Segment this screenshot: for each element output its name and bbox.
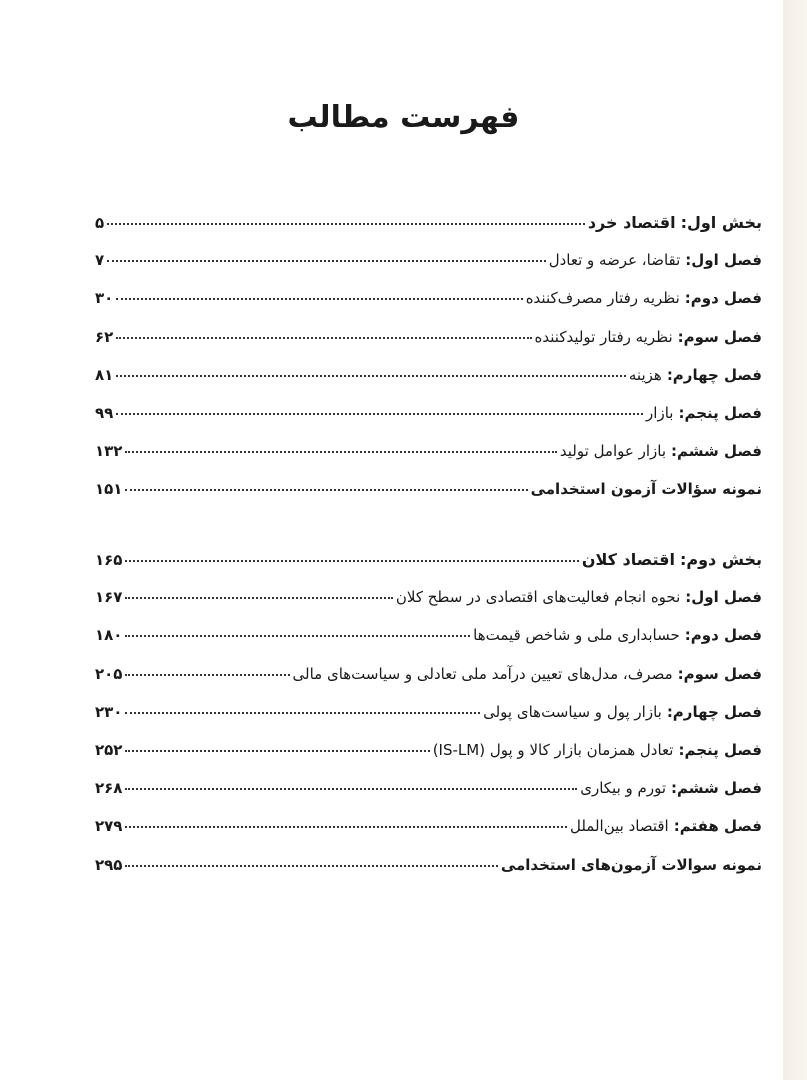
page-number: ۱۶۷ <box>95 588 123 607</box>
dot-leader <box>116 413 643 415</box>
page-number: ۷ <box>95 251 105 270</box>
entry-prefix: فصل پنجم: <box>678 403 762 422</box>
toc-entry[interactable] <box>95 779 762 817</box>
dot-leader <box>116 375 626 377</box>
page-title: فهرست مطالب <box>287 100 520 135</box>
dot-leader <box>107 223 585 225</box>
dot-leader <box>125 560 578 562</box>
dot-leader <box>116 298 522 300</box>
dot-leader <box>125 826 566 828</box>
dot-leader <box>125 635 470 637</box>
page-number: ۲۶۸ <box>95 779 123 798</box>
toc-entry[interactable] <box>95 366 762 404</box>
entry-title: نظریه رفتار تولیدکننده <box>534 327 673 346</box>
toc-entry[interactable] <box>95 442 762 480</box>
entry-prefix: فصل ششم: <box>671 779 762 798</box>
entry-title: مصرف، مدل‌های تعیین درآمد ملی تعادلی و سیاست‌های مالی <box>292 664 673 683</box>
entry-title: حسابداری ملی و شاخص قیمت‌ها <box>473 626 680 645</box>
entry-title: تقاضا، عرضه و تعادل <box>548 251 681 270</box>
dot-leader <box>125 750 429 752</box>
entry-prefix: فصل اول: <box>685 588 762 607</box>
dot-leader <box>125 788 577 790</box>
dot-leader <box>125 597 392 599</box>
entry-title: نظریه رفتار مصرف‌کننده <box>525 289 680 308</box>
entry-title: اقتصاد کلان <box>581 550 675 569</box>
toc-section-micro <box>95 213 762 519</box>
toc-entry[interactable] <box>95 289 762 327</box>
toc-entry[interactable] <box>95 626 762 664</box>
page-number: ۲۷۹ <box>95 817 123 836</box>
entry-title: هزینه <box>628 365 662 384</box>
page-number: ۱۳۲ <box>95 442 123 461</box>
entry-title: اقتصاد بین‌الملل <box>569 817 669 836</box>
toc-entry[interactable] <box>95 404 762 442</box>
entry-title: نحوه انجام فعالیت‌های اقتصادی در سطح کلان <box>395 588 681 607</box>
dot-leader <box>125 451 556 453</box>
toc-entry[interactable] <box>95 328 762 366</box>
toc-entry[interactable] <box>95 550 762 588</box>
toc-entry[interactable] <box>95 480 762 518</box>
entry-title: بازار <box>646 403 674 422</box>
entry-prefix: فصل چهارم: <box>666 702 762 721</box>
page-number: ۲۳۰ <box>95 702 123 721</box>
entry-title: اقتصاد خرد <box>587 213 676 232</box>
entry-prefix: فصل هفتم: <box>673 817 762 836</box>
entry-prefix: فصل دوم: <box>684 289 762 308</box>
page-edge <box>783 0 807 1080</box>
dot-leader <box>125 865 497 867</box>
entry-prefix: نمونه سؤالات آزمون استخدامی <box>530 480 762 499</box>
page-number: ۵ <box>95 214 105 232</box>
page-number: ۱۸۰ <box>95 626 123 645</box>
entry-prefix: فصل سوم: <box>677 327 762 346</box>
entry-prefix: فصل دوم: <box>684 626 762 645</box>
entry-prefix: فصل ششم: <box>671 442 762 461</box>
toc-section-macro <box>95 550 762 894</box>
entry-prefix: نمونه سوالات آزمون‌های استخدامی <box>500 855 762 874</box>
toc-entry[interactable] <box>95 213 762 251</box>
toc-entry[interactable] <box>95 856 762 894</box>
dot-leader <box>107 260 546 262</box>
page-number: ۶۲ <box>95 327 114 346</box>
toc-entry[interactable] <box>95 588 762 626</box>
page-number: ۲۰۵ <box>95 664 123 683</box>
entry-prefix: فصل سوم: <box>677 664 762 683</box>
dot-leader <box>125 712 480 714</box>
toc-entry[interactable] <box>95 251 762 289</box>
entry-title: بازار عوامل تولید <box>559 442 666 461</box>
page-number: ۳۰ <box>95 289 114 308</box>
page-number: ۸۱ <box>95 365 114 384</box>
page-number: ۹۹ <box>95 403 114 422</box>
entry-title: بازار پول و سیاست‌های پولی <box>483 702 662 721</box>
toc-entry[interactable] <box>95 703 762 741</box>
toc-entry[interactable] <box>95 817 762 855</box>
dot-leader <box>125 489 527 491</box>
entry-prefix: فصل اول: <box>685 251 762 270</box>
dot-leader <box>116 337 531 339</box>
dot-leader <box>125 674 289 676</box>
toc-entry[interactable] <box>95 741 762 779</box>
entry-title: تورم و بیکاری <box>580 779 666 798</box>
page-number: ۱۶۵ <box>95 551 123 569</box>
entry-prefix: فصل پنجم: <box>678 740 762 759</box>
toc-entry[interactable] <box>95 665 762 703</box>
entry-prefix: بخش دوم: <box>679 550 762 569</box>
page-number: ۱۵۱ <box>95 480 123 499</box>
entry-prefix: فصل چهارم: <box>666 365 762 384</box>
page-number: ۲۹۵ <box>95 855 123 874</box>
entry-prefix: بخش اول: <box>680 213 762 232</box>
page-number: ۲۵۲ <box>95 740 123 759</box>
entry-title: تعادل همزمان بازار کالا و پول (IS-LM) <box>432 740 674 759</box>
